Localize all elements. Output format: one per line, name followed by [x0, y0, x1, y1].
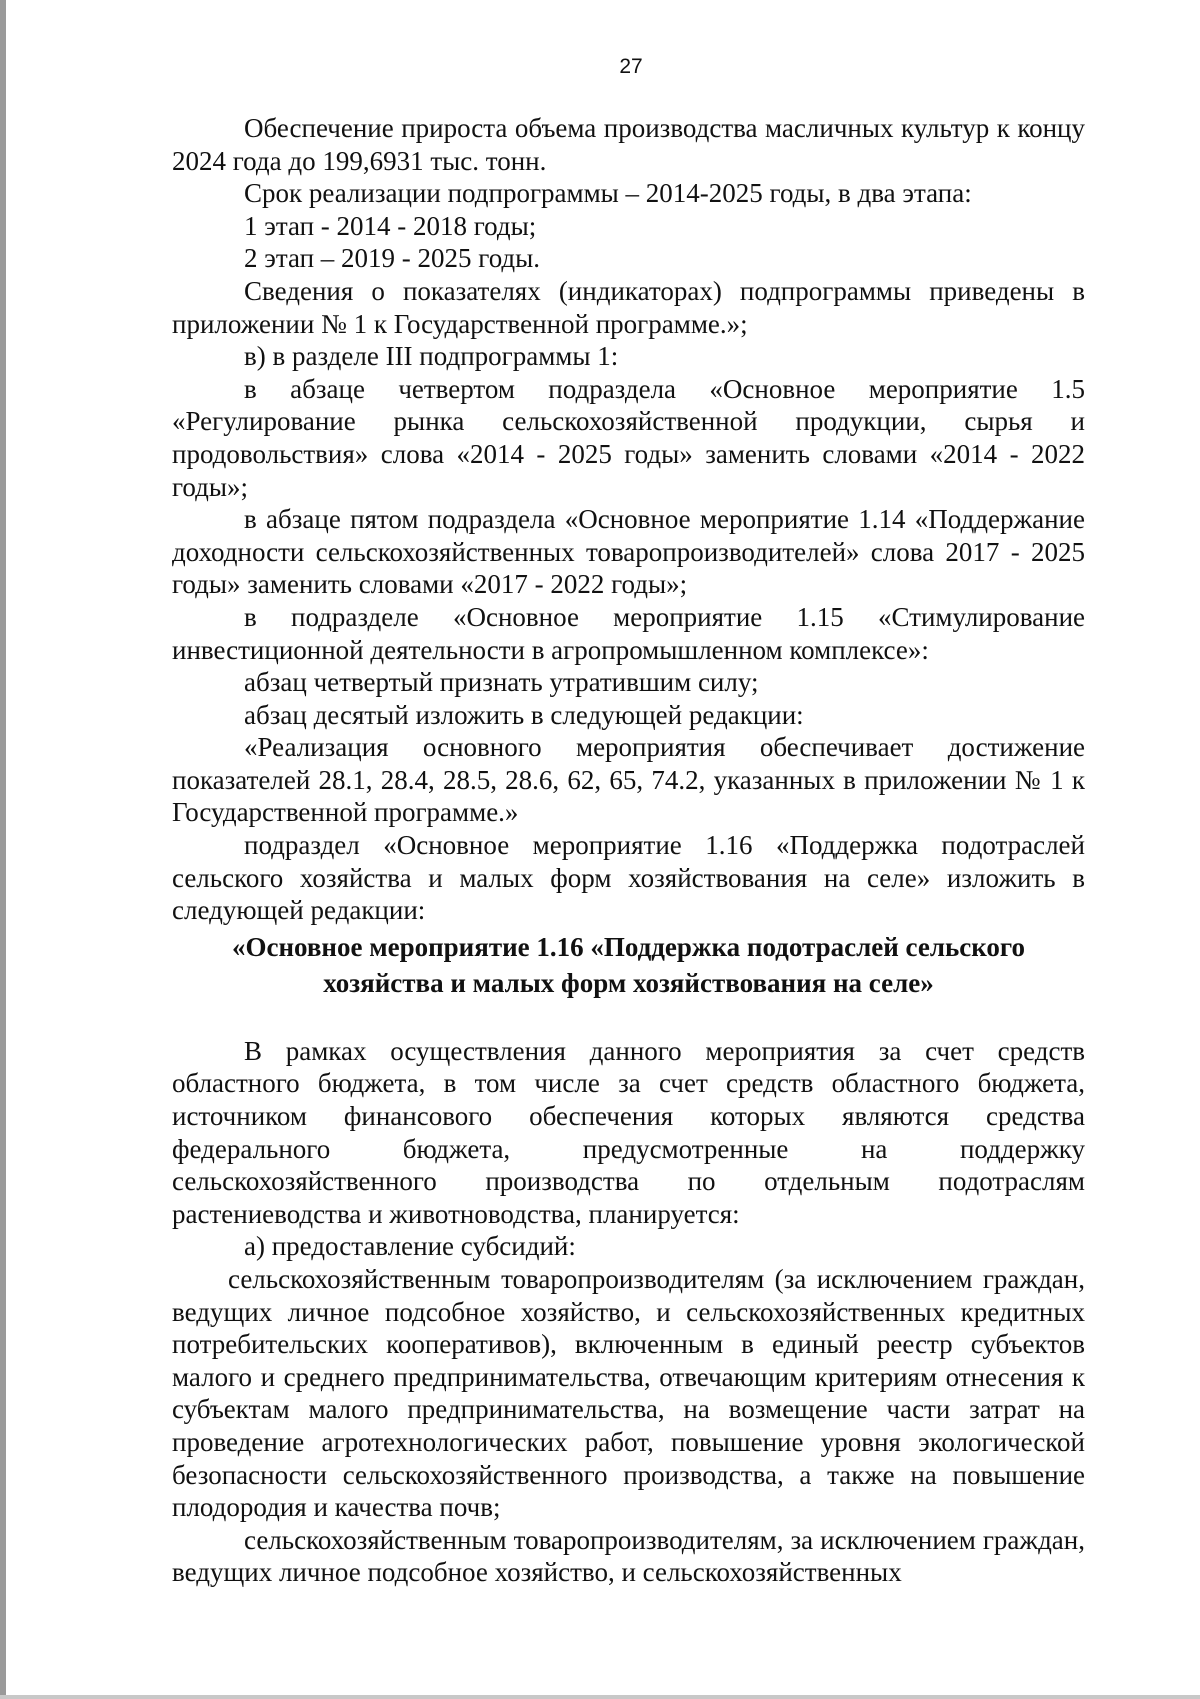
- paragraph: 1 этап - 2014 - 2018 годы;: [244, 210, 537, 241]
- paragraph: подраздел «Основное мероприятие 1.16 «Поддержка подотраслей сельского хозяйства и малых форм хозяйствования на селе» изложить в следующей редакции:: [172, 830, 1085, 926]
- paragraph: В рамках осуществления данного мероприятия за счет средств областного бюджета, в том числе за счет средств областного бюджета, источником финансового обеспечения которых являются средства федерального бюджета, предусмотренные на поддержку сельскохозяйственного производства по отдельным подотраслям растениеводства и животноводства, планируется:: [172, 1035, 1085, 1229]
- paragraph: абзац четвертый признать утратившим силу;: [244, 667, 759, 698]
- blank-line: [172, 1001, 1085, 1035]
- paragraph: в абзаце четвертом подраздела «Основное мероприятие 1.5 «Регулирование рынка сельскохозяйственной продукции, сырья и продовольствия» слова «2014 - 2025 годы» заменить словами «2014 - 2022 годы»;: [172, 373, 1085, 502]
- page-number: 27: [619, 55, 643, 78]
- section-heading-line: хозяйства и малых форм хозяйствования на селе»: [323, 967, 934, 998]
- document-body: [172, 112, 1085, 1589]
- paragraph: Сведения о показателях (индикаторах) подпрограммы приведены в приложении № 1 к Государственной программе.»;: [172, 275, 1085, 339]
- paragraph: Обеспечение прироста объема производства масличных культур к концу 2024 года до 199,6931 тыс. тонн.: [172, 113, 1085, 176]
- scan-bottom-edge: [0, 1695, 1200, 1699]
- paragraph: абзац десятый изложить в следующей редакции:: [244, 699, 804, 730]
- paragraph: «Реализация основного мероприятия обеспечивает достижение показателей 28.1, 28.4, 28.5, 28.6, 62, 65, 74.2, указанных в приложении № 1 к Государственной программе.»: [172, 732, 1085, 828]
- scan-left-edge: [0, 0, 6, 1699]
- paragraph: сельскохозяйственным товаропроизводителям (за исключением граждан, ведущих личное подсобное хозяйство, и сельскохозяйственных кредитных потребительских кооперативов), включенным в единый реестр субъектов малого и среднего предпринимательства, отвечающим критериям отнесения к субъектам малого предпринимательства, на возмещение части затрат на проведение агротехнологических работ, повышение уровня экологической безопасности сельскохозяйственного производства, а также на повышение плодородия и качества почв;: [172, 1264, 1085, 1523]
- paragraph: в) в разделе III подпрограммы 1:: [244, 341, 619, 372]
- paragraph: 2 этап – 2019 - 2025 годы.: [244, 243, 541, 274]
- paragraph: а) предоставление субсидий:: [244, 1231, 576, 1262]
- paragraph: в абзаце пятом подраздела «Основное мероприятие 1.14 «Поддержание доходности сельскохозяйственных товаропроизводителей» слова 2017 - 2025 годы» заменить словами «2017 - 2022 годы»;: [172, 504, 1085, 600]
- section-heading-line: «Основное мероприятие 1.16 «Поддержка подотраслей сельского: [231, 931, 1026, 962]
- paragraph: Срок реализации подпрограммы – 2014-2025 годы, в два этапа:: [244, 178, 972, 209]
- paragraph: сельскохозяйственным товаропроизводителям, за исключением граждан, ведущих личное подсобное хозяйство, и сельскохозяйственных: [172, 1524, 1085, 1588]
- section-heading: [172, 929, 1085, 1001]
- paragraph: в подразделе «Основное мероприятие 1.15 «Стимулирование инвестиционной деятельности в агропромышленном комплексе»:: [172, 601, 1085, 665]
